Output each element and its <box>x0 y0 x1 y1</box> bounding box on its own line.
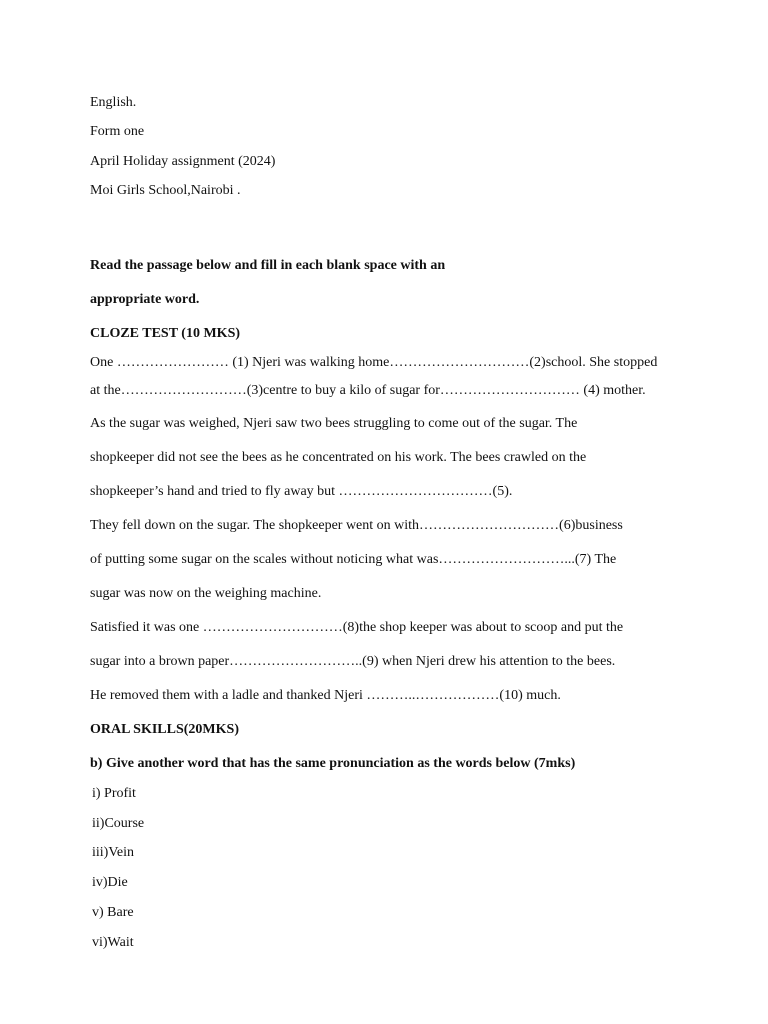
oral-skills-section <box>90 720 680 952</box>
cloze-line-9: Satisfied it was one …………………………(8)the shop keeper was about to scoop and put the <box>90 620 624 636</box>
oral-skills-title: ORAL SKILLS(20MKS) <box>90 722 239 738</box>
list-item: iv)Die <box>92 875 128 891</box>
instruction-line-2: appropriate word. <box>90 292 200 308</box>
cloze-paragraph-2: at the………………………(3)centre to buy a kilo of sugar for………………………… (4) mother. <box>90 383 646 399</box>
cloze-line-8: sugar was now on the weighing machine. <box>90 586 322 602</box>
list-item: ii)Course <box>92 815 145 831</box>
assignment-line: April Holiday assignment (2024) <box>90 153 276 169</box>
school-line: Moi Girls School,Nairobi . <box>90 182 241 198</box>
cloze-line-5: shopkeeper’s hand and tried to fly away but ……………………………(5). <box>90 484 513 500</box>
list-item: iii)Vein <box>92 845 134 861</box>
spacer <box>90 210 680 242</box>
cloze-paragraph-1: One …………………… (1) Njeri was walking home…………………………(2)school. She stopped <box>90 355 658 371</box>
cloze-title: CLOZE TEST (10 MKS) <box>90 326 241 342</box>
cloze-line-11: He removed them with a ladle and thanked Njeri ………..………………(10) much. <box>90 688 561 704</box>
cloze-line-6: They fell down on the sugar. The shopkeeper went on with…………………………(6)business <box>90 518 623 534</box>
cloze-line-10: sugar into a brown paper………………………..(9) when Njeri drew his attention to the bees. <box>90 654 616 670</box>
subject-line: English. <box>90 95 137 110</box>
cloze-line-7: of putting some sugar on the scales without noticing what was………………………...(7) The <box>90 552 617 568</box>
document-header <box>90 93 680 201</box>
oral-question: b) Give another word that has the same pronunciation as the words below (7mks) <box>90 756 576 772</box>
instruction-line-1: Read the passage below and fill in each blank space with an <box>90 258 446 274</box>
list-item: v) Bare <box>92 904 134 920</box>
form-line: Form one <box>90 124 145 140</box>
cloze-section <box>90 256 680 706</box>
cloze-line-4: shopkeeper did not see the bees as he concentrated on his work. The bees crawled on the <box>90 450 587 466</box>
list-item: vi)Wait <box>92 934 134 950</box>
cloze-line-3: As the sugar was weighed, Njeri saw two bees struggling to come out of the sugar. The <box>90 416 578 432</box>
word-list <box>90 784 680 953</box>
assignment-page <box>90 93 680 963</box>
list-item: i) Profit <box>92 785 136 801</box>
